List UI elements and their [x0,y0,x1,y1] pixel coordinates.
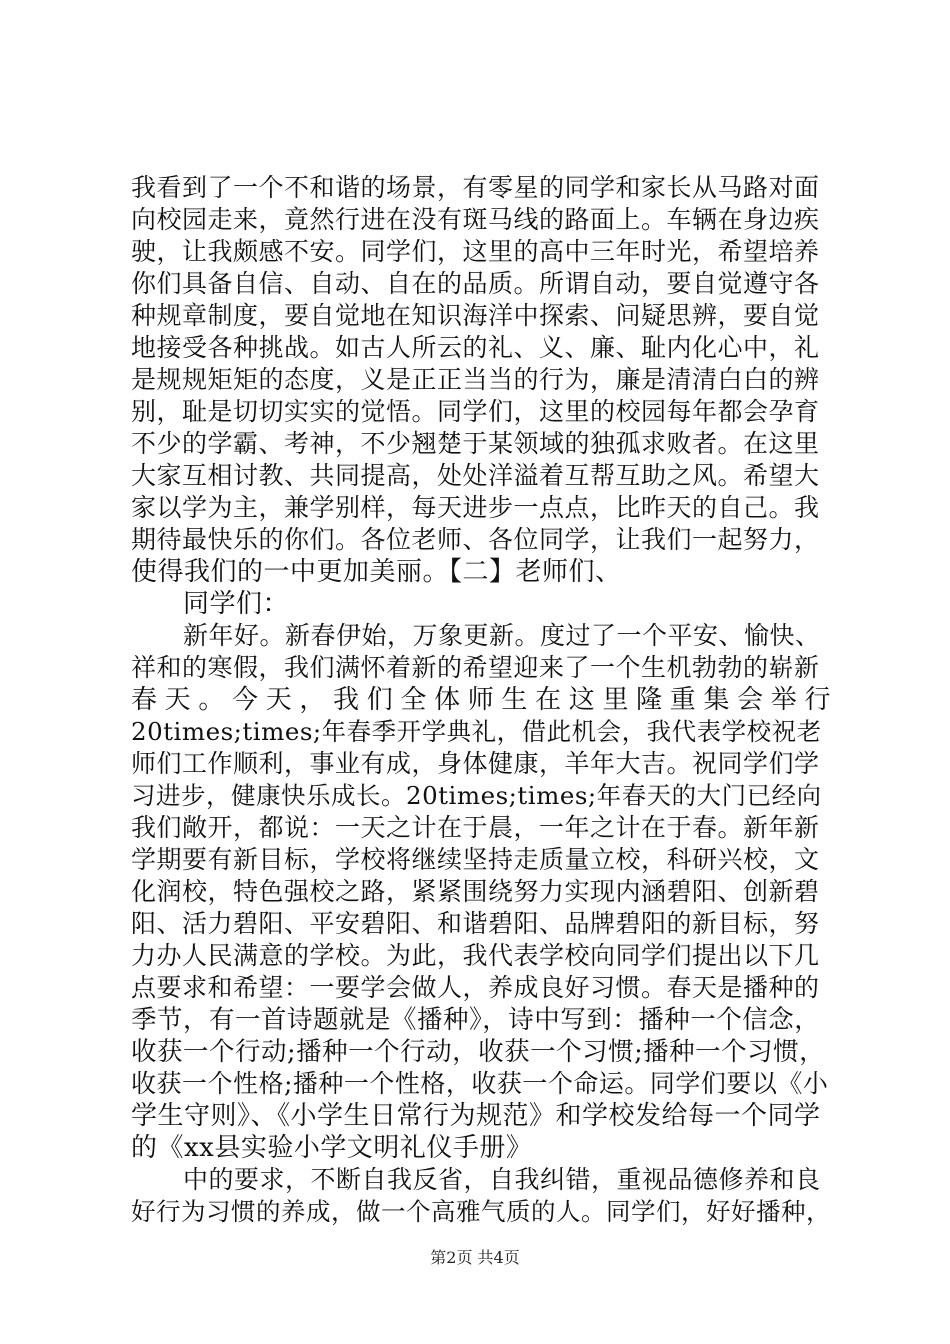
text-line: 收获一个行动;播种一个行动，收获一个习惯;播种一个习惯， [131,1037,826,1067]
text-line: 驶，让我颇感不安。同学们，这里的高中三年时光，希望培养 [131,237,820,266]
text-line: 是规规矩矩的态度，义是正正当当的行为，廉是清清白白的辨 [131,365,820,394]
text-line: 习进步，健康快乐成长。20times;times;年春天的大门已经向 [131,781,822,810]
text-line: 的《xx县实验小学文明礼仪手册》 [131,1133,533,1163]
text-line: 期待最快乐的你们。各位老师、各位同学，让我们一起努力， [131,525,820,554]
text-line: 点要求和希望：一要学会做人，养成良好习惯。春天是播种的 [131,973,820,1002]
paragraph-start-line: 中的要求，不断自我反省，自我纠错，重视品德修养和良 [183,1165,821,1194]
text-line: 化润校，特色强校之路，紧紧围绕努力实现内涵碧阳、创新碧 [131,877,820,906]
text-line: 春天。今天，我们全体师生在这里隆重集会举行 [131,685,831,715]
text-line: 向校园走来，竟然行进在没有斑马线的路面上。车辆在身边疾 [131,205,820,234]
text-line: 力办人民满意的学校。为此，我代表学校向同学们提出以下几 [131,941,820,970]
text-line: 你们具备自信、自动、自在的品质。所谓自动，要自觉遵守各 [131,269,820,298]
text-line: 种规章制度，要自觉地在知识海洋中探索、问疑思辨，要自觉 [131,301,820,330]
text-line: 收获一个性格;播种一个性格，收获一个命运。同学们要以《小 [131,1069,829,1098]
text-line: 祥和的寒假，我们满怀着新的希望迎来了一个生机勃勃的崭新 [131,653,820,682]
page-footer [0,1245,950,1268]
page-number-label: 第2页 共4页 [430,1248,520,1267]
text-line: 家以学为主，兼学别样，每天进步一点点，比昨天的自己。我 [131,493,820,522]
text-line: 学生守则》、《小学生日常行为规范》和学校发给每一个同学 [131,1101,821,1131]
text-line: 季节，有一首诗题就是《播种》，诗中写到：播种一个信念， [131,1005,821,1035]
paragraph-start-line: 新年好。新春伊始，万象更新。度过了一个平安、愉快、 [183,621,821,650]
text-line: 好行为习惯的养成，做一个高雅气质的人。同学们，好好播种， [131,1197,831,1226]
body-text [131,172,831,1228]
salutation-line: 同学们： [183,589,290,619]
text-line: 阳、活力碧阳、平安碧阳、和谐碧阳、品牌碧阳的新目标，努 [131,909,820,938]
text-line: 20times;times;年春季开学典礼，借此机会，我代表学校祝老 [131,717,822,746]
text-line: 师们工作顺利，事业有成，身体健康，羊年大吉。祝同学们学 [131,749,820,778]
text-line: 我看到了一个不和谐的场景，有零星的同学和家长从马路对面 [131,173,820,202]
text-line: 学期要有新目标，学校将继续坚持走质量立校，科研兴校，文 [131,845,820,874]
text-line: 别，耻是切切实实的觉悟。同学们，这里的校园每年都会孕育 [131,397,820,426]
text-line: 使得我们的一中更加美丽。【二】老师们、 [131,557,622,587]
text-line: 大家互相讨教、共同提高，处处洋溢着互帮互助之风。希望大 [131,461,820,490]
text-line: 地接受各种挑战。如古人所云的礼、义、廉、耻内化心中，礼 [131,333,820,362]
text-line: 我们敞开，都说：一天之计在于晨，一年之计在于春。新年新 [131,813,820,842]
text-line: 不少的学霸、考神，不少翘楚于某领域的独孤求败者。在这里 [131,429,820,458]
